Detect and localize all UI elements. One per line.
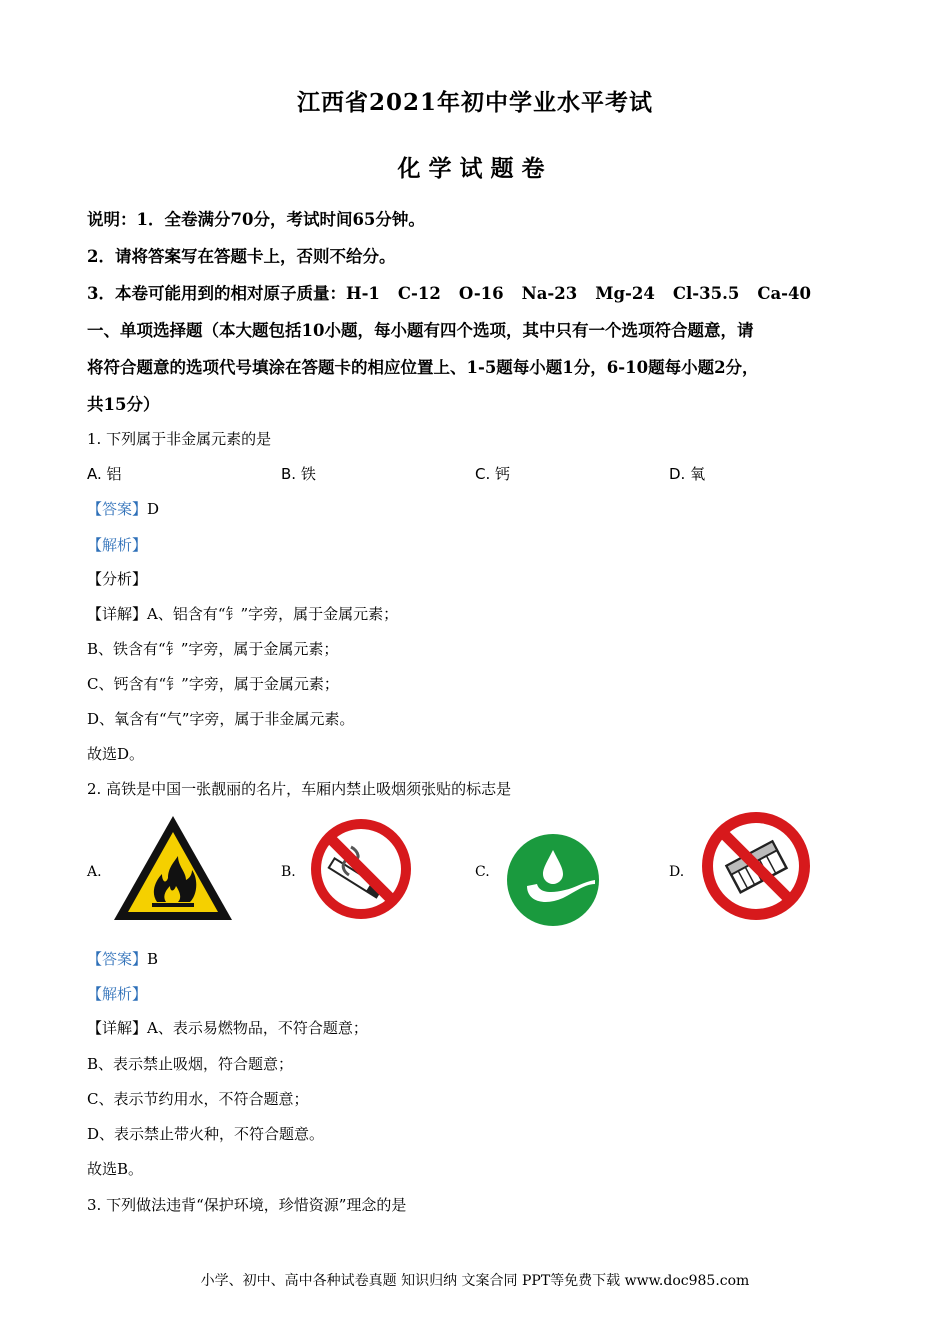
atomic-mass: C-12 [397,284,441,303]
q2-answer [87,948,158,969]
answer-label: 【答案】 [87,500,148,518]
q2-detail-line: 【详解】A、表示易燃物品，不符合题意； [87,1019,368,1037]
note-1: 说明：1．全卷满分70分，考试时间65分钟。 [87,210,425,229]
section-heading-line-2: 将符合题意的选项代号填涂在答题卡的相应位置上、1-5题每小题1分，6-10题每小题2分， [87,358,759,377]
q2-detail-line: D、表示禁止带火种，不符合题意。 [87,1125,325,1143]
q2-detail-line: 故选B。 [87,1160,144,1178]
q2-stem: 2. 高铁是中国一张靓丽的名片，车厢内禁止吸烟须张贴的标志是 [87,780,512,798]
atomic-mass: O-16 [458,284,504,303]
answer-value: D [147,500,160,518]
atomic-mass: Mg-24 [595,284,655,303]
q1-answer [87,498,159,519]
q1-detail-line: 【详解】A、铝含有“钅”字旁，属于金属元素； [87,605,399,623]
no-matches-icon [700,810,812,922]
q3-stem: 3. 下列做法违背“保护环境，珍惜资源”理念的是 [87,1196,407,1214]
atomic-mass: H-1 [345,284,380,303]
q2-option-d-label: D. [669,864,685,880]
page-footer: 小学、初中、高中各种试卷真题 知识归纳 文案合同 PPT等免费下载 www.doc985.com [200,1273,750,1289]
note-2: 2．请将答案写在答题卡上，否则不给分。 [87,247,396,266]
answer-value: B [147,950,159,968]
section-heading-line-1: 一、单项选择题（本大题包括10小题，每小题有四个选项，其中只有一个选项符合题意，请 [87,321,754,340]
note-3 [87,280,829,304]
q2-option-c-label: C. [475,864,490,880]
q2-detail-line: B、表示禁止吸烟，符合题意； [87,1055,294,1073]
q2-option-b-label: B. [281,864,296,880]
q2-option-a-label: A. [87,864,102,880]
flammable-warning-icon [112,814,234,922]
page-subtitle: 化学试题卷 [397,155,553,182]
q1-analysis-label: 【解析】 [87,536,148,554]
section-heading-line-3: 共15分） [87,395,160,414]
q1-option-b: B. 铁 [281,465,316,483]
q1-detail-line: 故选D。 [87,745,145,763]
q1-fenxi-label: 【分析】 [87,570,148,588]
atomic-mass: Na-23 [521,284,578,303]
water-saving-icon [505,832,601,928]
atomic-mass: Cl-35.5 [672,284,740,303]
no-smoking-icon [309,817,413,921]
q2-detail-line: C、表示节约用水，不符合题意； [87,1090,309,1108]
atomic-mass: Ca-40 [757,284,811,303]
q1-option-d: D. 氧 [669,465,706,483]
page-title: 江西省2021年初中学业水平考试 [296,89,653,116]
q1-detail-line: C、钙含有“钅”字旁，属于金属元素； [87,675,339,693]
q2-analysis-label: 【解析】 [87,985,148,1003]
q1-option-c: C. 钙 [475,465,511,483]
q1-detail-line: B、铁含有“钅”字旁，属于金属元素； [87,640,339,658]
answer-label: 【答案】 [87,950,148,968]
q1-option-a: A. 铝 [87,465,122,483]
q1-detail-line: D、氧含有“气”字旁，属于非金属元素。 [87,710,355,728]
note-3-prefix: 3．本卷可能用到的相对原子质量： [87,284,346,303]
q1-stem: 1. 下列属于非金属元素的是 [87,430,272,448]
